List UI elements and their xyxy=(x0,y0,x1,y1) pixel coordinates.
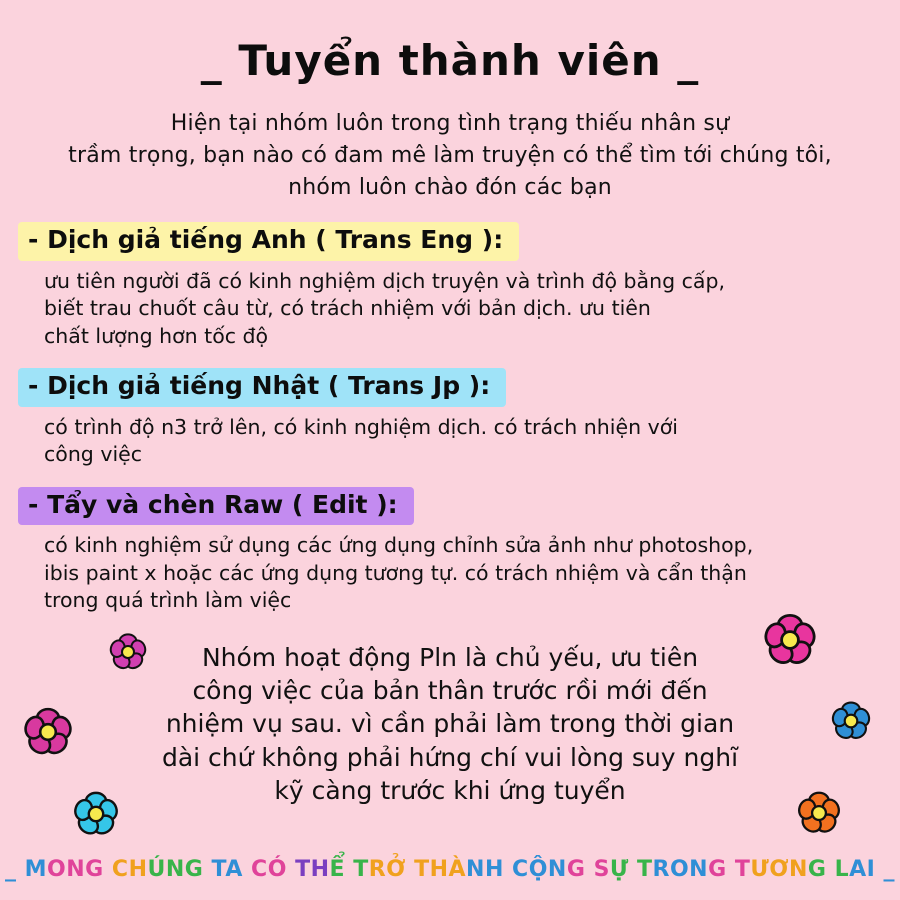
role-description-trans-jp xyxy=(18,414,900,469)
intro-line: Hiện tại nhóm luôn trong tình trạng thiếu nhân sự xyxy=(170,111,730,137)
footer-rainbow-text: _ MONG CHÚNG TA CÓ THỂ TRỞ THÀNH CỘNG SỰ TRONG TƯƠNG LAI _ xyxy=(4,857,896,882)
role-heading-edit: - Tẩy và chèn Raw ( Edit ): xyxy=(18,487,414,526)
role-line: trong quá trình làm việc xyxy=(44,588,292,613)
role-heading-trans-jp: - Dịch giả tiếng Nhật ( Trans Jp ): xyxy=(18,368,506,407)
intro-line: nhóm luôn chào đón các bạn xyxy=(288,174,612,200)
closing-line: kỹ càng trước khi ứng tuyển xyxy=(274,775,626,805)
role-line: chất lượng hơn tốc độ xyxy=(44,323,269,348)
closing-line: Nhóm hoạt động Pln là chủ yếu, ưu tiên xyxy=(201,642,699,672)
role-section-edit xyxy=(0,487,900,615)
role-line: có kinh nghiệm sử dụng các ứng dụng chỉnh sửa ảnh như photoshop, xyxy=(44,533,754,558)
role-line: có trình độ n3 trở lên, có kinh nghiệm dịch. có trách nhiện với xyxy=(44,414,678,439)
role-line: ibis paint x hoặc các ứng dụng tương tự. có trách nhiệm và cẩn thận xyxy=(44,560,747,585)
role-section-trans-jp xyxy=(0,368,900,469)
closing-note xyxy=(0,641,900,807)
role-line: biết trau chuốt câu từ, có trách nhiệm với bản dịch. ưu tiên xyxy=(44,296,651,321)
role-heading-trans-eng: - Dịch giả tiếng Anh ( Trans Eng ): xyxy=(18,222,519,261)
closing-line: dài chứ không phải hứng chí vui lòng suy nghĩ xyxy=(161,742,739,772)
closing-line: công việc của bản thân trước rồi mới đến xyxy=(192,676,708,706)
role-description-edit xyxy=(18,532,900,614)
role-line: công việc xyxy=(44,442,143,467)
role-description-trans-eng xyxy=(18,268,900,350)
intro-paragraph xyxy=(0,108,900,204)
closing-line: nhiệm vụ sau. vì cần phải làm trong thời gian xyxy=(165,709,735,739)
intro-line: trầm trọng, bạn nào có đam mê làm truyện có thể tìm tới chúng tôi, xyxy=(68,143,832,169)
role-line: ưu tiên người đã có kinh nghiệm dịch truyện và trình độ bằng cấp, xyxy=(44,268,725,293)
page-title: _ Tuyển thành viên _ xyxy=(200,36,700,85)
role-section-trans-eng xyxy=(0,222,900,350)
